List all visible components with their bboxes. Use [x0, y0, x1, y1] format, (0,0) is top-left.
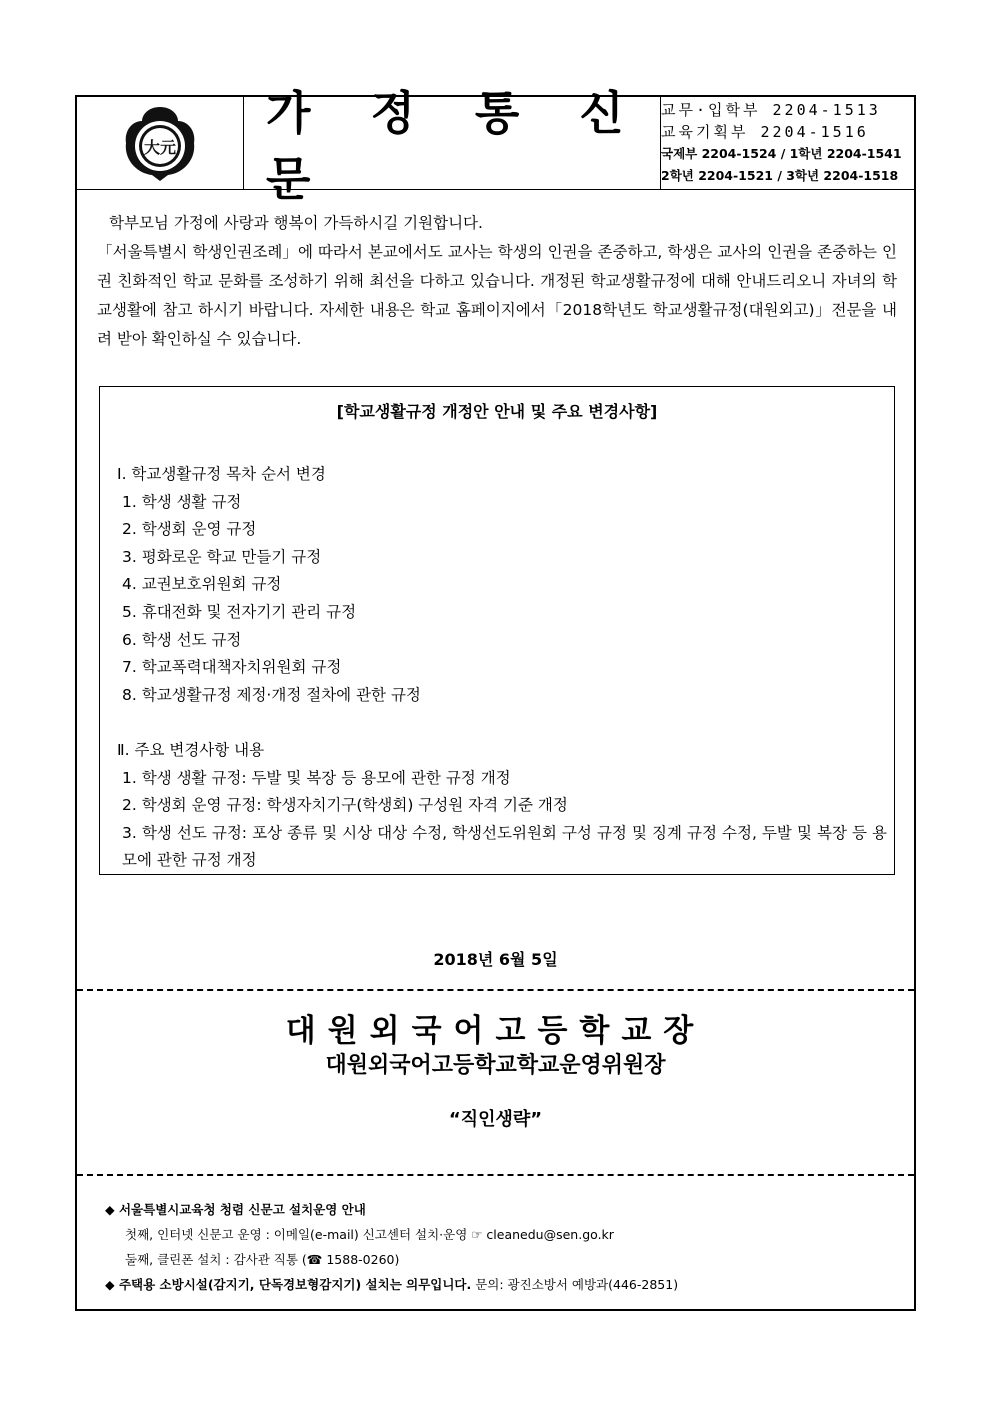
- school-principal: 대원외국어고등학교장: [285, 1013, 706, 1049]
- divider: [77, 1174, 914, 1176]
- contact-grade2-grade3: 2학년 2204-1521 / 3학년 2204-1518: [661, 168, 899, 183]
- list-item: 8. 학교생활규정 제정·개정 절차에 관한 규정: [122, 685, 421, 704]
- contact-list: [661, 99, 914, 187]
- seal-omitted-note: “직인생략”: [448, 1109, 543, 1130]
- list-item: 2. 학생회 운영 규정: [122, 520, 257, 539]
- greeting: 학부모님 가정에 사랑과 행복이 가득하시길 기원합니다.: [109, 214, 483, 232]
- footer-notice: [105, 1197, 905, 1297]
- section1-heading: Ⅰ. 학교생활규정 목차 순서 변경: [117, 465, 326, 483]
- divider: [77, 989, 914, 991]
- logo-cell: [77, 97, 244, 189]
- fire-notice-bold: ◆ 주택용 소방시설(감지기, 단독경보형감지기) 설치는 의무입니다.: [105, 1277, 472, 1292]
- contact-intl-grade1: 국제부 2204-1524 / 1학년 2204-1541: [661, 146, 902, 161]
- list-item: 6. 학생 선도 규정: [122, 630, 242, 649]
- list-item: 1. 학생 생활 규정: [122, 492, 242, 511]
- school-emblem-logo: [120, 103, 200, 183]
- list-item: 5. 휴대전화 및 전자기기 관리 규정: [122, 602, 357, 621]
- intro-body: 「서울특별시 학생인권조례」에 따라서 본교에서도 교사는 학생의 인권을 존중하고, 학생은 교사의 인권을 존중하는 인권 친화적인 학교 문화를 조성하기 위해 최선을 다하고 있습니다. 개정된 학교생활규정에 대해 안내드리오니 자녀의 학교생활에 참고 하시기 바랍니다. 자세한 내용은 학교 홈페이지에서「2018학년도 학교생활규정(대원외고)」전문을 내려 받아 확인하실 수 있습니다.: [97, 243, 897, 348]
- logo-lettering: 大元: [143, 138, 177, 157]
- page-title: 가 정 통 신 문: [266, 86, 646, 206]
- footer-line: 첫째, 인터넷 신문고 운영 : 이메일(e-mail) 신고센터 설치·운영 ☞ cleanedu@sen.go.kr: [125, 1227, 614, 1242]
- fire-notice-contact: 문의: 광진소방서 예방과(446-2851): [471, 1277, 679, 1292]
- list-item: 3. 학생 선도 규정: 포상 종류 및 시상 대상 수정, 학생선도위원회 구성 규정 및 징계 규정 수정, 두발 및 복장 등 용모에 관한 규정 개정: [122, 823, 887, 870]
- title-cell: [244, 86, 661, 206]
- footer-fire-notice: [105, 1272, 905, 1297]
- newsletter-frame: [75, 86, 916, 1311]
- notice-box: [99, 386, 895, 875]
- spacer: [117, 709, 887, 737]
- contact-planning: 교육기획부 2204-1516: [661, 123, 869, 141]
- issue-date: 2018년 6월 5일: [433, 950, 558, 969]
- list-item: 7. 학교폭력대책자치위원회 규정: [122, 658, 342, 677]
- list-item: 3. 평화로운 학교 만들기 규정: [122, 547, 322, 566]
- notice-title: [학교생활규정 개정안 안내 및 주요 변경사항]: [336, 402, 658, 421]
- header: [77, 86, 914, 206]
- committee-chair: 대원외국어고등학교학교운영위원장: [325, 1053, 666, 1078]
- footer-heading: ◆ 서울특별시교육청 청렴 신문고 설치운영 안내: [105, 1202, 366, 1217]
- list-item: 2. 학생회 운영 규정: 학생자치기구(학생회) 구성원 자격 기준 개정: [122, 796, 568, 815]
- list-item: 1. 학생 생활 규정: 두발 및 복장 등 용모에 관한 규정 개정: [122, 768, 511, 787]
- intro-text: [97, 209, 897, 354]
- section2-heading: Ⅱ. 주요 변경사항 내용: [117, 740, 265, 759]
- notice-body: [117, 461, 887, 875]
- footer-line: 둘째, 클린폰 설치 : 감사관 직통 (☎ 1588-0260): [125, 1252, 400, 1267]
- contact-academic: 교무·입학부 2204-1513: [661, 101, 881, 119]
- list-item: 4. 교권보호위원회 규정: [122, 575, 282, 594]
